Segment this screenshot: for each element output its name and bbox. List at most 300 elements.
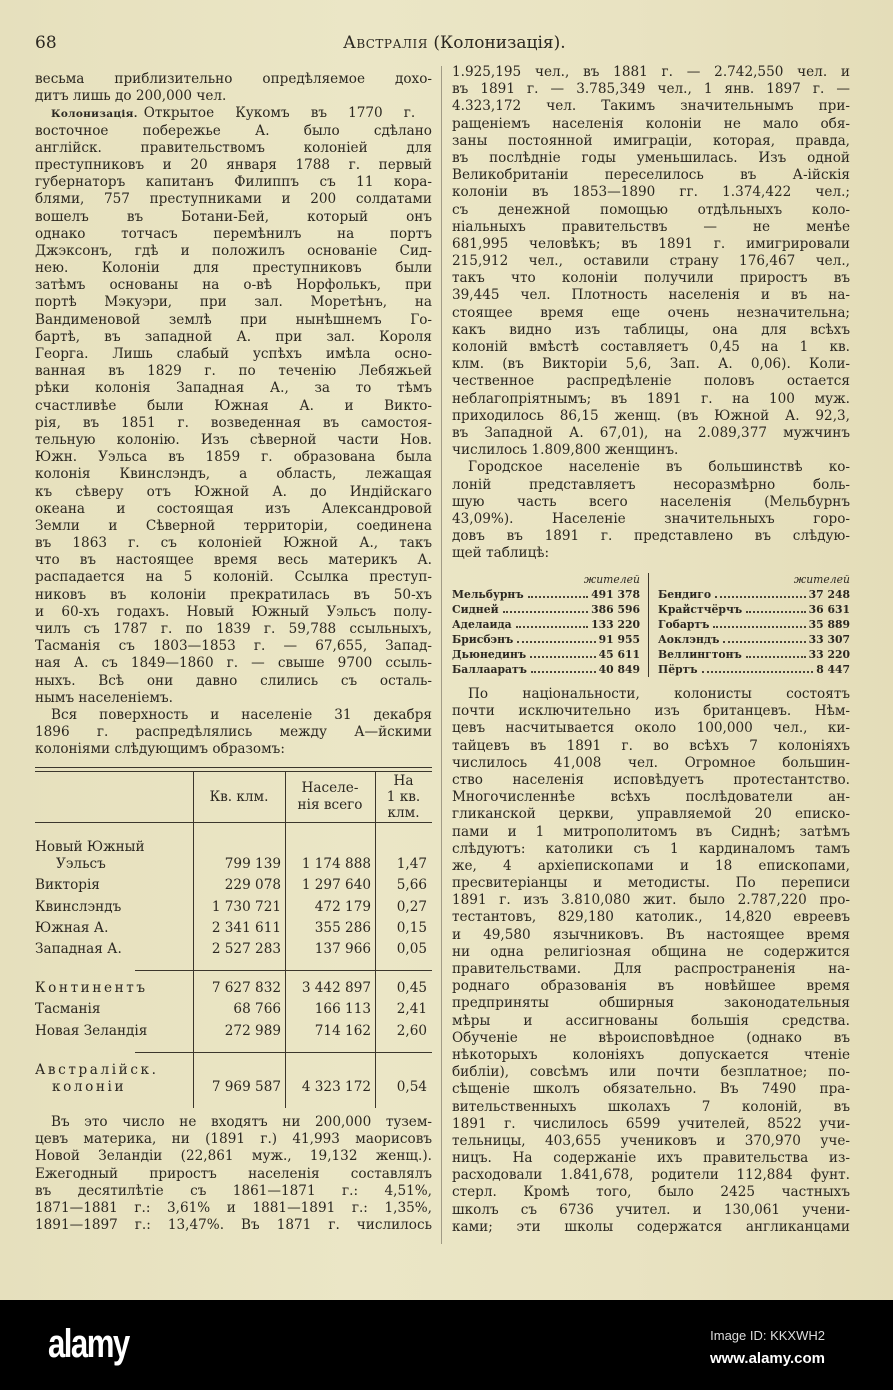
text-line-text: рѣки колонія Западная А., за то тѣмъ — [35, 380, 432, 397]
text-line-text: рія, въ 1851 г. возведенная въ самостоя- — [35, 414, 432, 431]
text-line — [35, 226, 432, 243]
cell-density: 0,27 — [396, 899, 427, 915]
text-line-content — [35, 1183, 432, 1200]
text-line-text: какъ видно изъ таблицы, она для всѣхъ — [452, 321, 850, 338]
text-line — [35, 157, 432, 174]
text-line-text: Открытое Кукомъ въ 1770 г. — [143, 105, 416, 122]
text-line — [452, 909, 850, 926]
text-line-content — [468, 686, 850, 703]
text-line-content — [35, 724, 432, 741]
city-population: 40 849 — [598, 663, 640, 676]
text-line-content — [35, 71, 432, 88]
text-line-content — [35, 449, 432, 466]
header-population-2: нія всего — [297, 797, 363, 813]
city-name: Дьюнединъ — [452, 648, 527, 661]
text-line — [35, 329, 432, 346]
text-line — [35, 707, 432, 724]
text-line-text: тельную колонію. Изъ сѣверной части Нов. — [35, 431, 432, 448]
city-name: Аоклэндъ — [658, 633, 720, 646]
city-table-divider — [648, 573, 649, 677]
text-line — [35, 363, 432, 380]
text-line-text: тайцевъ въ 1891 г. во всѣхъ 7 колоніяхъ — [452, 737, 850, 754]
text-line-content — [35, 123, 432, 140]
text-line-text: шую часть всего населенія (Мельбурнъ — [452, 493, 850, 510]
text-line-content — [35, 294, 432, 311]
text-line — [452, 720, 850, 737]
text-line-text: что въ настоящее время весь материкъ А. — [35, 552, 432, 569]
city-population: 45 611 — [598, 648, 640, 661]
text-line-content — [35, 243, 432, 260]
text-line-text: же, 4 архіепископами и 18 епископами, — [452, 857, 850, 874]
text-line-text: въ Западной А. 67,01), на 2.089,377 мужчинъ — [452, 424, 850, 441]
text-line — [452, 64, 850, 81]
city-row — [452, 617, 640, 632]
city-row — [658, 587, 850, 602]
text-line-content — [452, 806, 850, 823]
text-line-content — [452, 202, 850, 219]
text-line — [35, 449, 432, 466]
text-line — [452, 1133, 850, 1150]
text-line — [452, 738, 850, 755]
text-line — [452, 459, 850, 476]
text-line-text: Джэксонъ, гдѣ и положилъ основаніе Сид- — [35, 242, 432, 259]
city-population: 33 307 — [808, 633, 850, 646]
text-line-content — [452, 944, 850, 961]
text-line — [452, 824, 850, 841]
text-line-text: заны постоянной имиграціи, которая, правда, — [452, 132, 850, 149]
text-line-text: океана и состоящая изъ Александровой — [35, 500, 432, 517]
row-name: Тасманія — [35, 1001, 101, 1017]
table-vline — [193, 772, 194, 1108]
text-line-text: англійск. правительствомъ колоніей для — [35, 139, 432, 156]
text-line — [452, 1030, 850, 1047]
cell-area: 799 139 — [224, 856, 281, 872]
text-line-content — [35, 1166, 432, 1183]
cell-density: 0,54 — [396, 1079, 427, 1095]
text-line — [35, 277, 432, 294]
text-line-content — [35, 398, 432, 415]
watermark-site: www.alamy.com — [709, 1350, 825, 1367]
text-line — [452, 202, 850, 219]
text-line-text: преступниковъ и 20 января 1788 г. первый — [35, 156, 432, 173]
text-line — [452, 686, 850, 703]
city-population: 36 631 — [808, 603, 850, 616]
text-line-text: цевъ материка, ни (1891 г.) 41,993 маорисовъ — [35, 1131, 432, 1148]
text-line — [452, 150, 850, 167]
text-line-content — [452, 270, 850, 287]
text-line — [452, 789, 850, 806]
text-line-text: ками; эти школы содержатся англиканцами — [452, 1218, 850, 1235]
text-line-text: Новой Зеландіи (22,861 муж., 19,132 женщ.). — [35, 1148, 432, 1165]
city-name: Сидней — [452, 603, 499, 616]
text-line-text: въ 1891 г. — 3.785,349 чел., 1 янв. 1897 г. — — [452, 81, 850, 98]
text-line — [452, 322, 850, 339]
text-line-content — [452, 755, 850, 772]
text-line — [35, 673, 432, 690]
row-name: Викторія — [35, 877, 100, 893]
text-line — [452, 133, 850, 150]
text-line-text: пами и 1 митрополитомъ въ Сиднѣ; затѣмъ — [452, 823, 850, 840]
row-name: Квинслэндъ — [35, 899, 122, 915]
text-line-text: 1.925,195 чел., въ 1881 г. — 2.742,550 чел. и — [452, 64, 850, 80]
text-line — [452, 1167, 850, 1184]
text-line-content — [35, 1200, 432, 1217]
text-line-content — [35, 277, 432, 294]
text-line-content — [452, 789, 850, 806]
leader-dots — [715, 596, 806, 598]
text-line-content — [35, 466, 432, 483]
text-line-text: ныхъ. Всѣ они давно слились съ осталь- — [35, 672, 432, 689]
text-line-text: и 60-хъ годахъ. Новый Южный Уэльсъ полу- — [35, 603, 432, 620]
city-population: 8 447 — [816, 663, 850, 676]
text-line — [35, 140, 432, 157]
text-line-content — [452, 98, 850, 115]
text-line — [452, 1081, 850, 1098]
table-rule-top-2 — [35, 771, 432, 772]
cell-density: 1,47 — [396, 856, 427, 872]
row-name: Континентъ — [35, 980, 148, 996]
row-name: Южная А. — [35, 920, 109, 936]
text-line-text: однако тотчасъ перемѣнилъ на портъ — [35, 225, 432, 242]
text-line-text: неблагопріятнымъ; въ 1891 г. на 100 муж. — [452, 390, 850, 407]
row-name: Австралійск. — [35, 1062, 159, 1078]
text-line — [452, 806, 850, 823]
text-line — [35, 1200, 432, 1217]
text-line — [35, 535, 432, 552]
text-line-content — [35, 552, 432, 569]
cell-area: 7 627 832 — [211, 980, 281, 996]
text-line — [452, 442, 850, 459]
text-line-text: цевъ насчитывается около 100,000 чел., ки- — [452, 720, 850, 737]
text-line — [35, 587, 432, 604]
text-line-content — [452, 167, 850, 184]
text-line — [452, 253, 850, 270]
alamy-logo: alamy — [48, 1322, 129, 1366]
text-line-text: Обученіе не вѣроисповѣдное (однако въ — [452, 1029, 850, 1046]
text-line-content — [35, 209, 432, 226]
text-line — [452, 545, 850, 562]
text-line-content — [452, 64, 850, 81]
text-line-content — [452, 391, 850, 408]
cell-population: 137 966 — [314, 941, 371, 957]
text-line-text: 215,912 чел., оставили страну 176,467 чел., — [452, 253, 850, 270]
text-line-text: числилось 41,008 чел. Огромное большин- — [452, 754, 850, 771]
text-line-content — [452, 1202, 850, 1219]
text-line-text: 681,995 человѣкъ; въ 1891 г. имигрировали — [452, 235, 850, 252]
text-line-content — [452, 1099, 850, 1116]
city-row — [658, 662, 850, 677]
text-line-content — [35, 329, 432, 346]
text-line-text: тестантовъ, 829,180 католик., 14,820 евреевъ — [452, 909, 850, 926]
city-row — [452, 662, 640, 677]
text-line-text: весьма приблизительно опредѣляемое дохо- — [35, 71, 432, 87]
text-line-content — [452, 408, 850, 425]
text-line-content — [452, 1219, 850, 1236]
text-line — [452, 944, 850, 961]
text-line-text: колонія Квинслэндъ, а область, лежащая — [35, 466, 432, 483]
city-name: Веллингтонъ — [658, 648, 742, 661]
text-line-content — [452, 236, 850, 253]
leader-dots — [531, 671, 596, 673]
text-line-text: стерл. Кромѣ того, было 2425 частныхъ — [452, 1184, 850, 1201]
leader-dots — [503, 611, 589, 613]
city-name: Брисбэнъ — [452, 633, 514, 646]
text-line-content — [452, 841, 850, 858]
text-line-content — [35, 432, 432, 449]
city-name: Пёртъ — [658, 663, 698, 676]
text-line-text: вительственныхъ школахъ 7 колоній, въ — [452, 1098, 850, 1115]
leader-dots — [746, 656, 806, 658]
cell-area: 7 969 587 — [211, 1079, 281, 1095]
text-line-content — [452, 978, 850, 995]
text-line — [35, 621, 432, 638]
text-line — [452, 236, 850, 253]
city-table-header: жителей — [793, 573, 850, 586]
text-line-text: никовъ въ колоніи прекратилась въ 50-хъ — [35, 586, 432, 603]
text-line — [35, 398, 432, 415]
text-line — [35, 123, 432, 140]
cell-population: 3 442 897 — [301, 980, 371, 996]
cell-density: 0,45 — [396, 980, 427, 996]
city-row — [452, 587, 640, 602]
left-column-text-top — [35, 71, 432, 759]
text-line-content — [452, 339, 850, 356]
text-line — [452, 772, 850, 789]
running-title-sub: (Колонизація). — [433, 33, 566, 53]
text-line-content — [452, 373, 850, 390]
text-line — [452, 927, 850, 944]
text-line-content — [452, 545, 549, 562]
text-line-content — [452, 824, 850, 841]
text-line-text: колоніями слѣдующимъ образомъ: — [35, 741, 285, 758]
text-line-text: мѣры и ассигнованы большія средства. — [452, 1012, 850, 1029]
text-line — [452, 305, 850, 322]
text-line-content — [452, 133, 850, 150]
text-line-content — [35, 655, 432, 672]
text-line — [35, 1114, 432, 1131]
text-line-text: сѣщеніе школъ обязательно. Въ 7490 пра- — [452, 1081, 850, 1098]
table-vline — [375, 772, 376, 1108]
text-line — [452, 892, 850, 909]
text-line-text: блями, 757 преступниками и 200 солдатами — [35, 191, 432, 208]
text-line-content — [452, 875, 850, 892]
leader-dots — [528, 596, 589, 598]
text-line — [35, 346, 432, 363]
text-line — [452, 116, 850, 133]
text-line-text: По національности, колонисты состоятъ — [468, 686, 850, 702]
text-line-content — [452, 1013, 850, 1030]
text-line-text: слѣдуютъ: католики съ 1 кардиналомъ тамъ — [452, 840, 850, 857]
cell-area: 272 989 — [224, 1023, 281, 1039]
right-column-text-top — [452, 64, 850, 562]
header-density-3: клм. — [387, 805, 420, 821]
text-line-content — [35, 312, 432, 329]
text-line-content — [35, 88, 226, 105]
text-line — [452, 1116, 850, 1133]
text-line-content — [35, 226, 432, 243]
cell-area: 1 730 721 — [211, 899, 281, 915]
row-name: Новый Южный — [35, 839, 145, 855]
text-line-content — [452, 909, 850, 926]
text-line-content — [452, 927, 850, 944]
text-line-text: Въ это число не входятъ ни 200,000 тузем- — [51, 1114, 432, 1130]
leader-dots — [702, 671, 814, 673]
text-line — [35, 1148, 432, 1165]
text-line-text: восточное побережье А. было сдѣлано — [35, 122, 432, 139]
text-line — [452, 1047, 850, 1064]
city-name: Бендиго — [658, 588, 712, 601]
text-line-content — [452, 425, 850, 442]
text-line-text: Южн. Уэльса въ 1859 г. образована была — [35, 449, 432, 466]
text-line-text: ство населенія исповѣдуетъ протестантство. — [452, 771, 850, 788]
city-population: 91 955 — [598, 633, 640, 646]
text-line — [452, 1099, 850, 1116]
text-line — [35, 741, 432, 758]
text-line — [35, 569, 432, 586]
text-line-content — [452, 1064, 850, 1081]
text-line — [452, 270, 850, 287]
text-line — [452, 81, 850, 98]
text-line-text: 1896 г. распредѣлялись между А—йскими — [35, 724, 432, 741]
row-name-cont: колоніи — [52, 1079, 127, 1095]
text-line-text: 43,09%). Населеніе значительныхъ горо- — [452, 510, 850, 527]
text-line — [452, 98, 850, 115]
text-line-content — [452, 322, 850, 339]
text-line-text: Земли и Сѣверной территоріи, соединена — [35, 517, 432, 534]
cell-density: 5,66 — [396, 877, 427, 893]
text-line-text: стоящее время еще очень незначительна; — [452, 304, 850, 321]
text-line-content — [35, 363, 432, 380]
text-line-text: Георга. Лишь слабый успѣхъ имѣла осно- — [35, 346, 432, 362]
cell-area: 2 341 611 — [211, 920, 281, 936]
text-line-content — [452, 995, 850, 1012]
text-line-text: колоніи въ 1853—1890 гг. 1.374,422 чел.; — [452, 184, 850, 201]
text-line-text: довъ въ 1891 г. представлено въ слѣдую- — [452, 528, 850, 545]
cell-population: 166 113 — [314, 1001, 371, 1017]
text-line-text: библіи), совсѣмъ или почти безплатное; по- — [452, 1064, 850, 1081]
text-line-text: нею. Колоніи для преступниковъ были — [35, 260, 432, 277]
text-line-text: расходовали 1.841,678, родители 112,884 фунт. — [452, 1167, 850, 1184]
table-rule-header — [35, 822, 432, 823]
text-line — [452, 978, 850, 995]
text-line-content — [452, 150, 850, 167]
text-line-text: къ сѣверу отъ Южной А. до Индійскаго — [35, 483, 432, 500]
text-line — [35, 501, 432, 518]
text-line-text: приходилось 86,15 женщ. (въ Южной А. 92,3, — [452, 407, 850, 424]
text-line-content — [452, 184, 850, 201]
text-line — [452, 1184, 850, 1201]
cell-density: 0,05 — [396, 941, 427, 957]
text-line — [452, 1150, 850, 1167]
text-line-content — [452, 477, 850, 494]
text-line-content — [35, 1148, 432, 1165]
text-line-content — [452, 511, 850, 528]
text-line-content — [35, 638, 432, 655]
text-line-content — [35, 621, 432, 638]
text-line-text: Многочисленнѣе всѣхъ послѣдователи ан- — [452, 789, 850, 806]
page-number: 68 — [35, 33, 57, 53]
text-line-content — [452, 253, 850, 270]
text-line-content — [452, 356, 850, 373]
cell-population: 714 162 — [314, 1023, 371, 1039]
text-line-text: Городское населеніе въ большинствѣ ко- — [468, 459, 850, 476]
text-line — [35, 604, 432, 621]
text-line-content — [35, 346, 432, 363]
text-line-content — [452, 961, 850, 978]
text-line-content — [452, 720, 850, 737]
text-line-text: губернаторъ капитанъ Филиппъ съ 11 кора- — [35, 174, 432, 191]
text-line-text: затѣмъ основаны на о-вѣ Норфолькъ, при — [35, 277, 432, 294]
city-name: Крайстчёрчъ — [658, 603, 743, 616]
text-line-text: 1891 г. изъ 3.810,080 жит. было 2.787,220 про- — [452, 892, 850, 909]
text-line-content — [452, 772, 850, 789]
text-line-text: предприняты обширныя законодательныя — [452, 995, 850, 1012]
row-name-cont: Уэльсъ — [56, 856, 106, 872]
city-name: Мельбурнъ — [452, 588, 524, 601]
text-line — [35, 174, 432, 191]
leader-dots — [517, 641, 595, 643]
text-line — [452, 875, 850, 892]
text-line-text: дитъ лишь до 200,000 чел. — [35, 88, 227, 105]
city-row — [452, 632, 640, 647]
text-line — [452, 167, 850, 184]
text-line-text: роднаго образованія въ новѣйшее время — [452, 978, 850, 995]
text-line-content — [452, 219, 850, 236]
text-line — [452, 391, 850, 408]
table-rule-subtotal — [135, 970, 432, 971]
text-line-text: колоній вмѣстѣ составляетъ 0,45 на 1 кв. — [452, 339, 850, 355]
running-title-main: Австралія — [343, 33, 428, 53]
text-line-content — [452, 1133, 850, 1150]
cell-density: 0,15 — [396, 920, 427, 936]
text-line-content — [35, 191, 432, 208]
text-line — [452, 425, 850, 442]
text-line — [452, 408, 850, 425]
text-line — [35, 432, 432, 449]
row-name: Новая Зеландія — [35, 1023, 148, 1039]
text-line — [452, 1219, 850, 1236]
text-line-content — [452, 1167, 850, 1184]
text-line — [452, 858, 850, 875]
text-line-text: съ денежной помощью отдѣльныхъ коло- — [452, 201, 850, 218]
text-line-text: Великобританіи переселилось въ А-ійскія — [452, 167, 850, 184]
text-line-content — [35, 535, 432, 552]
leader-dots — [723, 641, 805, 643]
text-line-content — [35, 501, 432, 518]
text-line-content — [35, 140, 432, 157]
text-line — [452, 494, 850, 511]
text-line-text: Ежегодный приростъ населенія составлялъ — [35, 1165, 432, 1182]
text-line-content — [35, 569, 432, 586]
text-line-content — [452, 442, 678, 459]
text-line-text: и 49,580 язычниковъ. Въ настоящее время — [452, 926, 850, 943]
text-line — [35, 724, 432, 741]
text-line-text: Тасманія съ 1803—1853 г. — 67,655, Запад- — [35, 638, 432, 655]
text-line-content — [35, 518, 432, 535]
text-line — [452, 477, 850, 494]
text-line-content — [35, 260, 432, 277]
cell-area: 229 078 — [224, 877, 281, 893]
city-row — [658, 632, 850, 647]
city-row — [452, 602, 640, 617]
text-line-content — [35, 174, 432, 191]
city-population: 37 248 — [808, 588, 850, 601]
text-line-content — [35, 157, 432, 174]
text-line-text: щей таблицѣ: — [452, 545, 550, 562]
text-line — [35, 312, 432, 329]
text-line-text: вошелъ въ Ботани-Бей, который онъ — [35, 208, 432, 225]
city-row — [658, 647, 850, 662]
